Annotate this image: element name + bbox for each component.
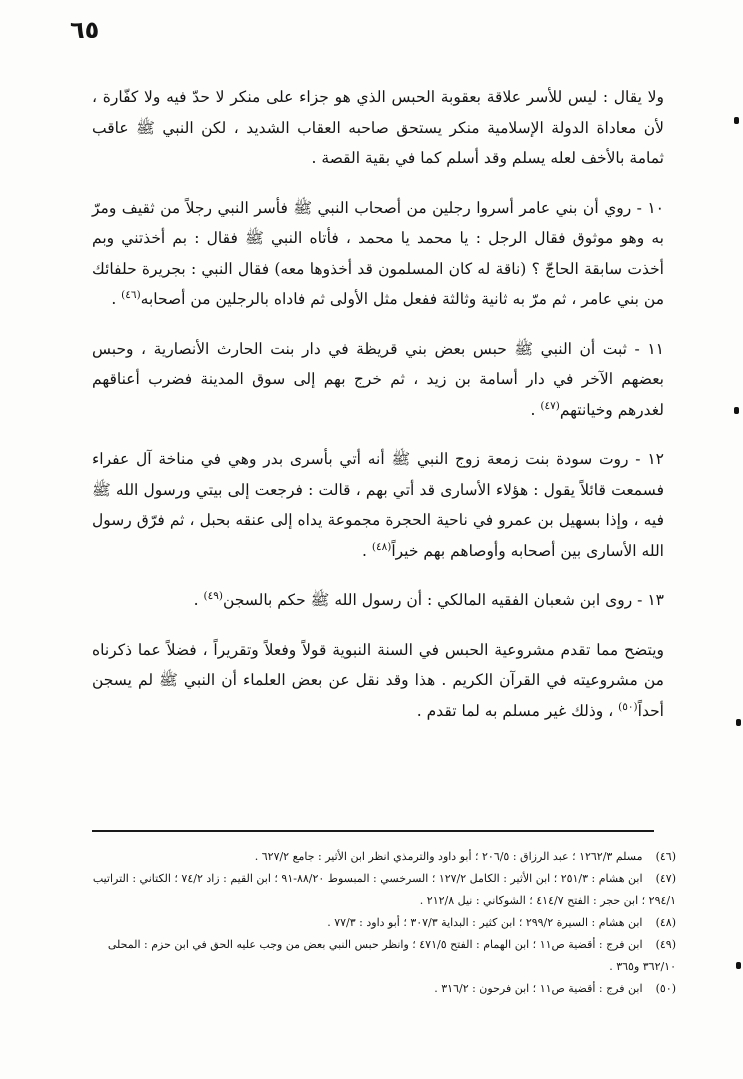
paragraph-tail: .: [193, 591, 204, 609]
footnote-50: [82, 978, 676, 1000]
footnote-47: [82, 868, 676, 912]
footnote-reference[interactable]: (٤٨): [371, 540, 392, 553]
paragraph-text: ويتضح مما تقدم مشروعية الحبس في السنة النبوية قولاً وفعلاً وتقريراً ، فضلاً عما ذكرناه من مشروعيته في القرآن الكريم . هذا وقد نقل عن بعض العلماء أن النبي ﷺ لم يسجن أحداً: [92, 640, 664, 720]
footnote-divider: [92, 830, 654, 832]
footnote-text: مسلم ١٢٦٢/٣ ؛ عبد الرزاق : ٢٠٦/٥ ؛ أبو داود والترمذي انظر ابن الأثير : جامع ٦٢٧/٢ .: [254, 850, 643, 863]
paragraph-text: ١٠ - روي أن بني عامر أسروا رجلين من أصحاب النبي ﷺ فأسر النبي رجلاً من ثقيف ومرّ به وهو موثوق فقال الرجل : يا محمد يا محمد ، فأتاه النبي ﷺ فقال : بم أخذتني وبم أخذت سابقة الحاجّ ؟ (ناقة له كان المسلمون قد أخذوها معه) فقال النبي : بجريرة حلفائك من بني عامر ، ثم مرّ به ثانية وثالثة ففعل مثل الأولى ثم فاداه بالرجلين من أصحابه: [92, 198, 664, 308]
scan-speck: [736, 962, 741, 969]
paragraph-text: ١١ - ثبت أن النبي ﷺ حبس بعض بني قريظة في دار بنت الحارث الأنصارية ، وحبس بعضهم الآخر في دار أسامة بن زيد ، ثم خرج بهم إلى سوق المدينة فضرب أعناقهم لغدرهم وخيانتهم: [92, 339, 664, 419]
scan-speck: [734, 407, 739, 414]
footnote-text: ابن فرج : أقضية ص١١ ؛ ابن فرحون : ٣١٦/٢ .: [434, 982, 643, 995]
page-number: ٦٥: [70, 16, 100, 44]
paragraph-intro: [92, 82, 664, 174]
scan-speck: [734, 117, 739, 124]
main-text: [92, 82, 664, 745]
paragraph-tail: ، وذلك غير مسلم به لما تقدم .: [416, 701, 619, 720]
footnote-text: ابن هشام : ٢٥١/٣ ؛ ابن الأثير : الكامل ١٢٧/٢ ؛ السرخسي : المبسوط ٨٨/٢٠-٩١ ؛ ابن القيم : زاد ٧٤/٢ ؛ الكتاني : التراتيب ٢٩٤/١ ؛ ابن حجر : الفتح ٤١٤/٧ ؛ الشوكاني : نيل ٢١٢/٨ .: [92, 872, 676, 907]
paragraph-tail: .: [361, 541, 372, 560]
scan-speck: [736, 719, 741, 726]
footnote-49: [82, 934, 676, 978]
paragraph-conclusion: [92, 635, 664, 727]
footnote-48: [82, 912, 676, 934]
paragraph-item-13: [92, 585, 664, 616]
footnote-label: (٤٨): [655, 916, 676, 929]
paragraph-tail: .: [111, 290, 122, 308]
footnote-label: (٤٩): [655, 938, 676, 951]
footnote-reference[interactable]: (٤٧): [540, 399, 560, 412]
paragraph-text: ١٢ - روت سودة بنت زمعة زوج النبي ﷺ أنه أتي بأسرى بدر وهي في مناخة آل عفراء فسمعت قائلاً يقول : هؤلاء الأسارى قد أتي بهم ، قالت : فرجعت إلى بيتي ورسول الله ﷺ فيه ، وإذا بسهيل بن عمرو في ناحية الحجرة مجموعة يداه إلى عنقه بحبل ، ثم فرّق رسول الله الأسارى بين أصحابه وأوصاهم بهم خيراً: [92, 450, 664, 560]
footnote-label: (٥٠): [655, 982, 676, 995]
footnote-reference[interactable]: (٤٦): [121, 288, 141, 301]
footnote-reference[interactable]: (٤٩): [203, 589, 223, 602]
paragraph-item-12: [92, 444, 664, 566]
footnote-reference[interactable]: (٥٠): [618, 700, 638, 713]
footnote-text: ابن هشام : السيرة ٢٩٩/٢ ؛ ابن كثير : البداية ٣٠٧/٣ ؛ أبو داود : ٧٧/٣ .: [327, 916, 643, 929]
paragraph-item-11: [92, 334, 664, 426]
footnote-text: ابن فرج : أقضية ص١١ ؛ ابن الهمام : الفتح ٤٧١/٥ ؛ وانظر حبس النبي بعض من وجب عليه الحق في ابن حزم : المحلى ٣٦٢/١٠ و٣٦٥ .: [107, 938, 676, 973]
footnote-label: (٤٦): [655, 850, 676, 863]
paragraph-text: ولا يقال : ليس للأسر علاقة بعقوبة الحبس الذي هو جزاء على منكر لا حدّ فيه ولا كفّارة ، لأن معاداة الدولة الإسلامية منكر يستحق صاحبه العقاب الشديد ، لكن النبي ﷺ عاقب ثمامة بالأخف لعله يسلم وقد أسلم كما في بقية القصة .: [92, 88, 664, 167]
footnote-46: [82, 846, 676, 868]
footnote-label: (٤٧): [655, 872, 676, 885]
paragraph-item-10: [92, 193, 664, 315]
paragraph-tail: .: [530, 400, 541, 419]
footnotes-section: [82, 846, 676, 1000]
paragraph-text: ١٣ - روى ابن شعبان الفقيه المالكي : أن رسول الله ﷺ حكم بالسجن: [222, 591, 664, 609]
